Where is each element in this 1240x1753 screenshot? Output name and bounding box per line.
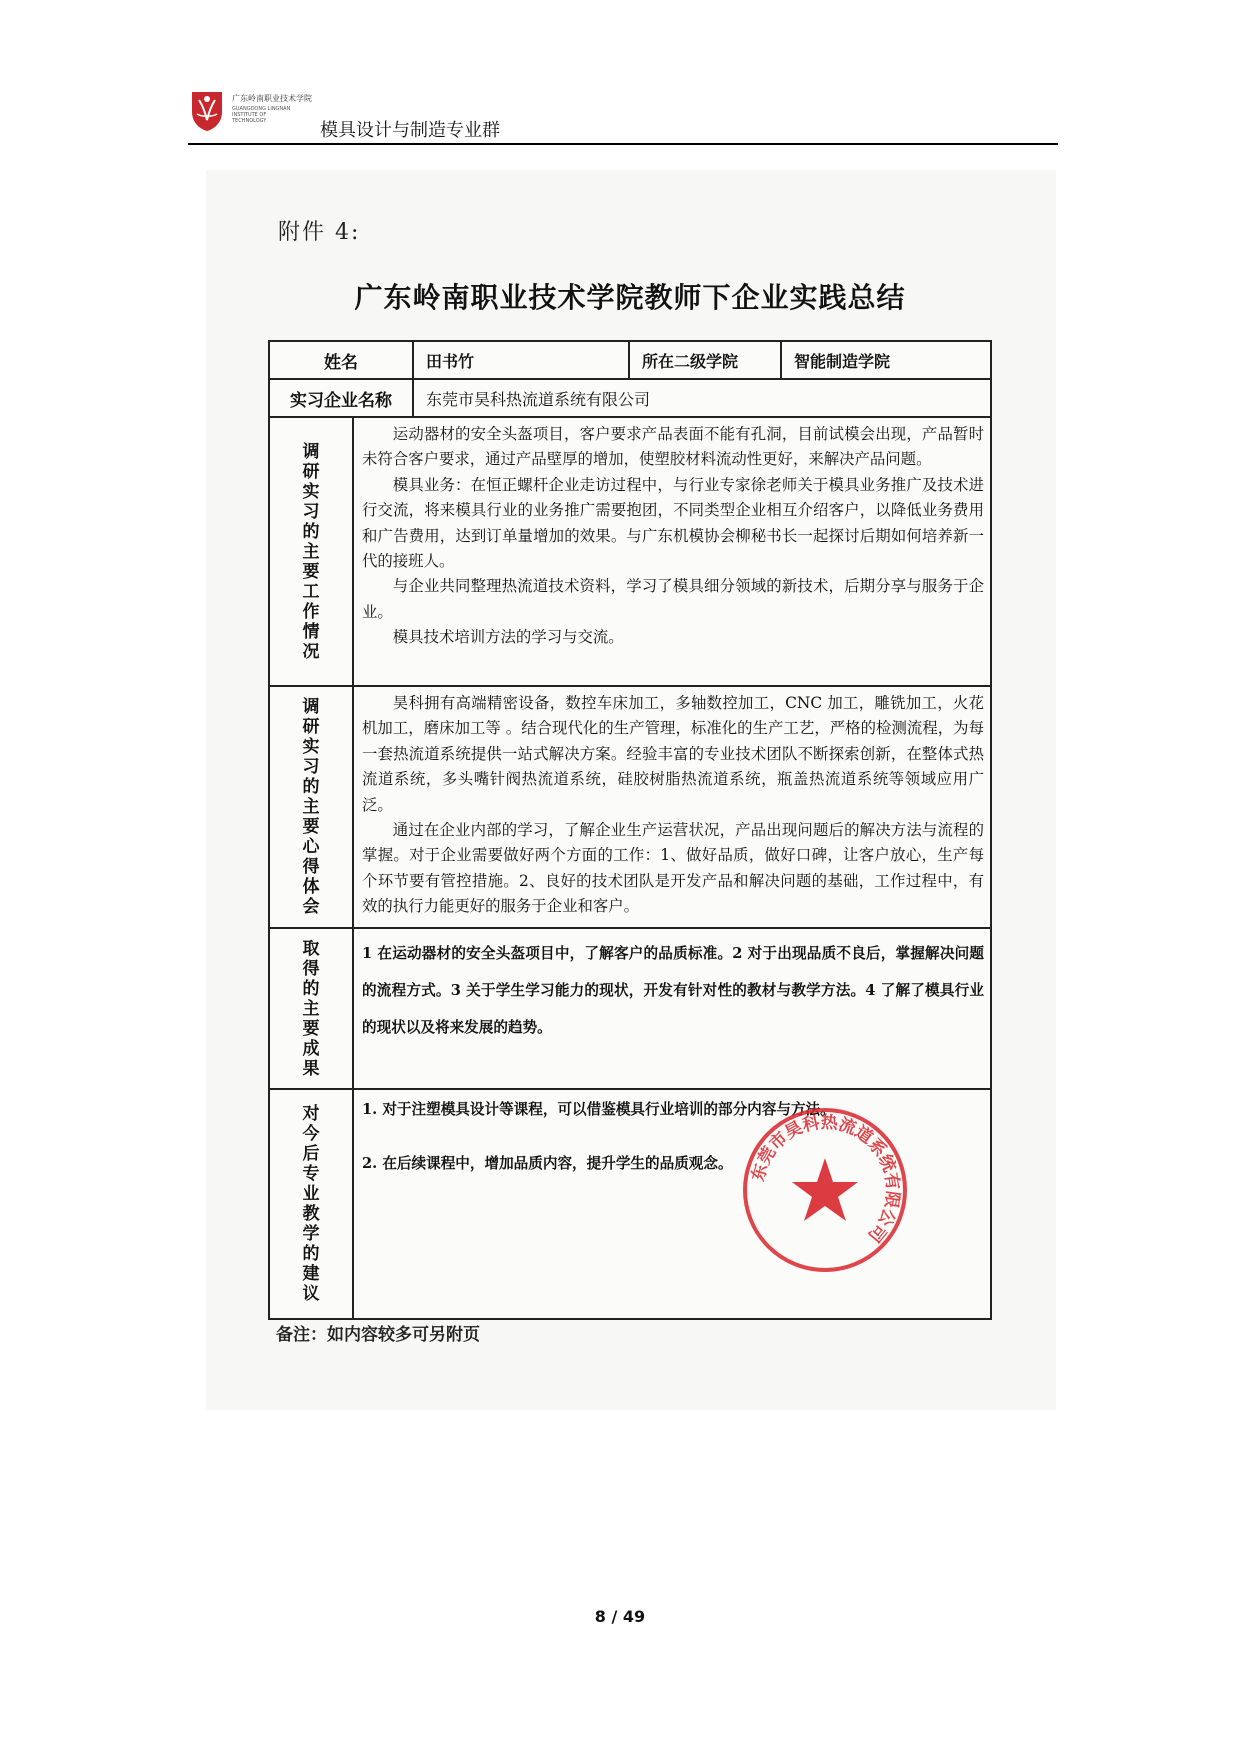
experience-content xyxy=(353,686,991,928)
name-value: 田书竹 xyxy=(413,341,629,379)
school-name-en: GUANGDONG LINGNAN INSTITUTE OF TECHNOLOGY xyxy=(232,106,291,124)
work-paragraph: 运动器材的安全头盔项目，客户要求产品表面不能有孔洞，目前试模会出现，产品暂时未符合客户要求，通过产品壁厚的增加，使塑胶材料流动性更好，来解决产品问题。 xyxy=(362,425,984,469)
seal-text: 东莞市昊科热流道系统有限公司 xyxy=(748,1112,903,1246)
document-title: 广东岭南职业技术学院教师下企业实践总结 xyxy=(354,281,906,314)
work-paragraph: 模具技术培训方法的学习与交流。 xyxy=(392,628,624,647)
experience-label: 调研实习的主要心得体会 xyxy=(269,686,353,928)
company-label: 实习企业名称 xyxy=(269,379,413,417)
work-label: 调研实习的主要工作情况 xyxy=(269,417,353,686)
name-label: 姓名 xyxy=(269,341,413,379)
form-row-results xyxy=(269,928,991,1089)
work-paragraph: 与企业共同整理热流道技术资料，学习了模具细分领域的新技术，后期分享与服务于企业。 xyxy=(362,577,984,621)
suggest-item: 1. 对于注塑模具设计等课程，可以借鉴模具行业培训的部分内容与方法。 xyxy=(362,1101,835,1118)
college-label: 所在二级学院 xyxy=(629,341,781,379)
group-title: 模具设计与制造专业群 xyxy=(320,120,500,141)
company-value: 东莞市昊科热流道系统有限公司 xyxy=(413,379,991,417)
school-name-cn: 广东岭南职业技术学院 xyxy=(232,94,312,103)
experience-paragraph: 昊科拥有高端精密设备，数控车床加工，多轴数控加工，CNC 加工，雕铣加工，火花机加工，磨床加工等 。结合现代化的生产管理，标准化的生产工艺，严格的检测流程，为每一套热流道系统提供一站式解决方案。经验丰富的专业技术团队不断探索创新，在整体式热流道系统，多头嘴针阀热流道系统，硅胶树脂热流道系统，瓶盖热流道系统等领域应用广泛。 xyxy=(362,694,984,814)
college-value: 智能制造学院 xyxy=(781,341,991,379)
company-seal-icon xyxy=(735,1100,915,1280)
header-divider xyxy=(188,143,1058,145)
form-row-company xyxy=(269,379,991,417)
results-label: 取得的主要成果 xyxy=(269,928,353,1089)
suggest-label: 对今后专业教学的建议 xyxy=(269,1089,353,1319)
experience-paragraph: 通过在企业内部的学习，了解企业生产运营状况，产品出现问题后的解决方法与流程的掌握。对于企业需要做好两个方面的工作：1、做好品质，做好口碑，让客户放心，生产每个环节要有管控措施。2、良好的技术团队是开发产品和解决问题的基础，工作过程中，有效的执行力能更好的服务于企业和客户。 xyxy=(362,821,984,916)
school-emblem-icon xyxy=(190,90,224,132)
suggest-item: 2. 在后续课程中，增加品质内容，提升学生的品质观念。 xyxy=(362,1155,733,1172)
page-number: 8 / 49 xyxy=(594,1607,646,1626)
form-row-work xyxy=(269,417,991,686)
form-row-experience xyxy=(269,686,991,928)
attachment-label: 附件 4: xyxy=(278,220,361,245)
work-paragraph: 模具业务：在恒正螺杆企业走访过程中，与行业专家徐老师关于模具业务推广及技术进行交流，将来模具行业的业务推广需要抱团，不同类型企业相互介绍客户，以降低业务费用和广告费用，达到订单量增加的效果。与广东机模协会柳秘书长一起探讨后期如何培养新一代的接班人。 xyxy=(362,475,984,571)
form-row-name xyxy=(269,341,991,379)
remark-note: 备注：如内容较多可另附页 xyxy=(276,1325,480,1345)
results-content: 1 在运动器材的安全头盔项目中，了解客户的品质标准。2 对于出现品质不良后，掌握解决问题的流程方式。3 关于学生学习能力的现状，开发有针对性的教材与教学方法。4 了解了模具行业的现状以及将来发展的趋势。 xyxy=(353,928,991,1089)
work-content xyxy=(353,417,991,686)
